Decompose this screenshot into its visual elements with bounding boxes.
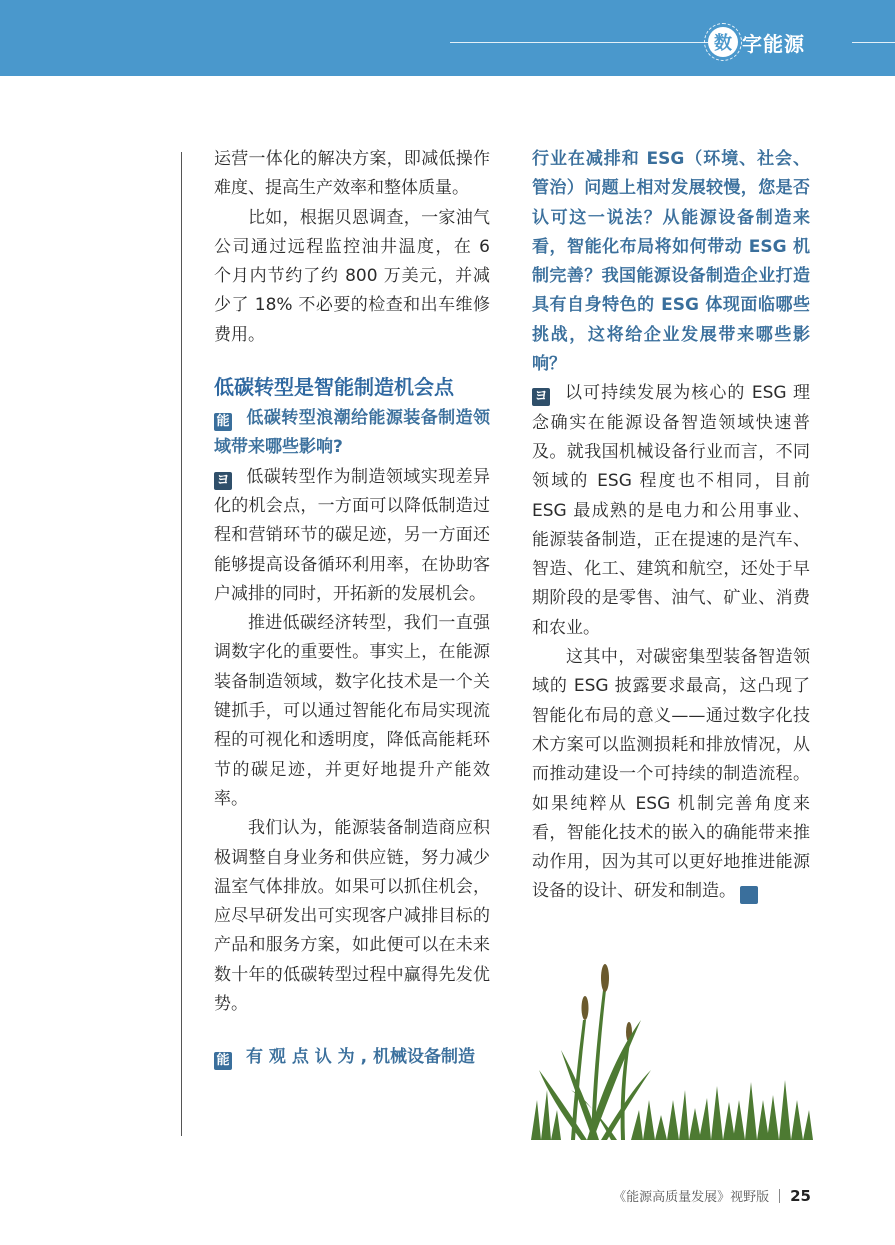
end-badge-icon: 能 bbox=[740, 886, 758, 904]
publication-title: 《能源高质量发展》视野版 bbox=[613, 1190, 770, 1205]
footer bbox=[613, 1186, 811, 1205]
column-rule bbox=[181, 152, 182, 1136]
paragraph-text: 这其中，对碳密集型装备智造领域的 ESG 披露要求最高，这凸现了智能化布局的意义——通过数字化技术方案可以监测损耗和排放情况，从而推动建设一个可持续的制造流程。如果纯粹从 ESG 机制完善角度来看，智能化技术的嵌入的确能带来推动作用，因为其可以更好地推进能源设备的设计、研发和制造。 bbox=[532, 647, 810, 902]
question bbox=[214, 404, 490, 463]
header-rule bbox=[450, 42, 708, 43]
logo-text: 字能源 bbox=[742, 31, 805, 56]
grass-illustration bbox=[531, 950, 813, 1140]
paragraph: 比如，根据贝恩调查，一家油气公司通过远程监控油井温度，在 6 个月内节约了约 800 万美元，并减少了 18% 不必要的检查和出车维修费用。 bbox=[214, 207, 490, 345]
answer-text: 以可持续发展为核心的 ESG 理念确实在能源设备智造领域快速普及。就我国机械设备行业而言，不同领域的 ESG 程度也不相同，目前 ESG 最成熟的是电力和公用事业、能源装备制造，正在提速的是汽车、智造、化工、建筑和航空，还处于早期阶段的是零售、油气、矿业、消费和农业。 bbox=[532, 383, 810, 638]
answer bbox=[532, 379, 810, 643]
answer-text: 低碳转型作为制造领域实现差异化的机会点，一方面可以降低制造过程和营销环节的碳足迹，另一方面还能够提高设备循环利用率，在协助客户减排的同时，开拓新的发展机会。 bbox=[214, 466, 490, 604]
right-column bbox=[532, 145, 810, 907]
header-rule-right bbox=[852, 42, 895, 43]
question-badge-icon: 能 bbox=[214, 1052, 232, 1070]
page-number: 25 bbox=[790, 1186, 811, 1205]
header-logo bbox=[708, 22, 853, 62]
paragraph bbox=[532, 643, 810, 907]
question bbox=[214, 1043, 490, 1072]
answer-badge-icon: ヨ bbox=[214, 472, 232, 490]
logo-mark-icon: 数 bbox=[708, 27, 738, 57]
answer bbox=[214, 463, 490, 609]
paragraph: 运营一体化的解决方案，即减低操作难度、提高生产效率和整体质量。 bbox=[214, 149, 490, 199]
section-title: 低碳转型是智能制造机会点 bbox=[214, 375, 454, 400]
paragraph: 推进低碳经济转型，我们一直强调数字化的重要性。事实上，在能源装备制造领域，数字化技术是一个关键抓手，可以通过智能化布局实现流程的可视化和透明度，降低高能耗环节的碳足迹，并更好地提升产能效率。 bbox=[214, 613, 490, 809]
question-badge-icon: 能 bbox=[214, 413, 232, 431]
answer-badge-icon: ヨ bbox=[532, 388, 550, 406]
left-column bbox=[214, 145, 490, 1073]
paragraph: 我们认为，能源装备制造商应积极调整自身业务和供应链，努力减少温室气体排放。如果可以抓住机会，应尽早研发出可实现客户减排目标的产品和服务方案，如此便可以在未来数十年的低碳转型过程中赢得先发优势。 bbox=[214, 818, 490, 1015]
question-continued: 行业在减排和 ESG（环境、社会、管治）问题上相对发展较慢，您是否认可这一说法？从能源设备制造来看，智能化布局将如何带动 ESG 机制完善？我国能源设备制造企业打造具有自身特色的 ESG 体现面临哪些挑战，这将给企业发展带来哪些影响？ bbox=[532, 149, 810, 375]
question-text: 低碳转型浪潮给能源装备制造领域带来哪些影响? bbox=[214, 408, 490, 458]
footer-separator bbox=[779, 1189, 780, 1203]
question-text: 有 观 点 认 为 , 机械设备制造 bbox=[246, 1047, 475, 1068]
